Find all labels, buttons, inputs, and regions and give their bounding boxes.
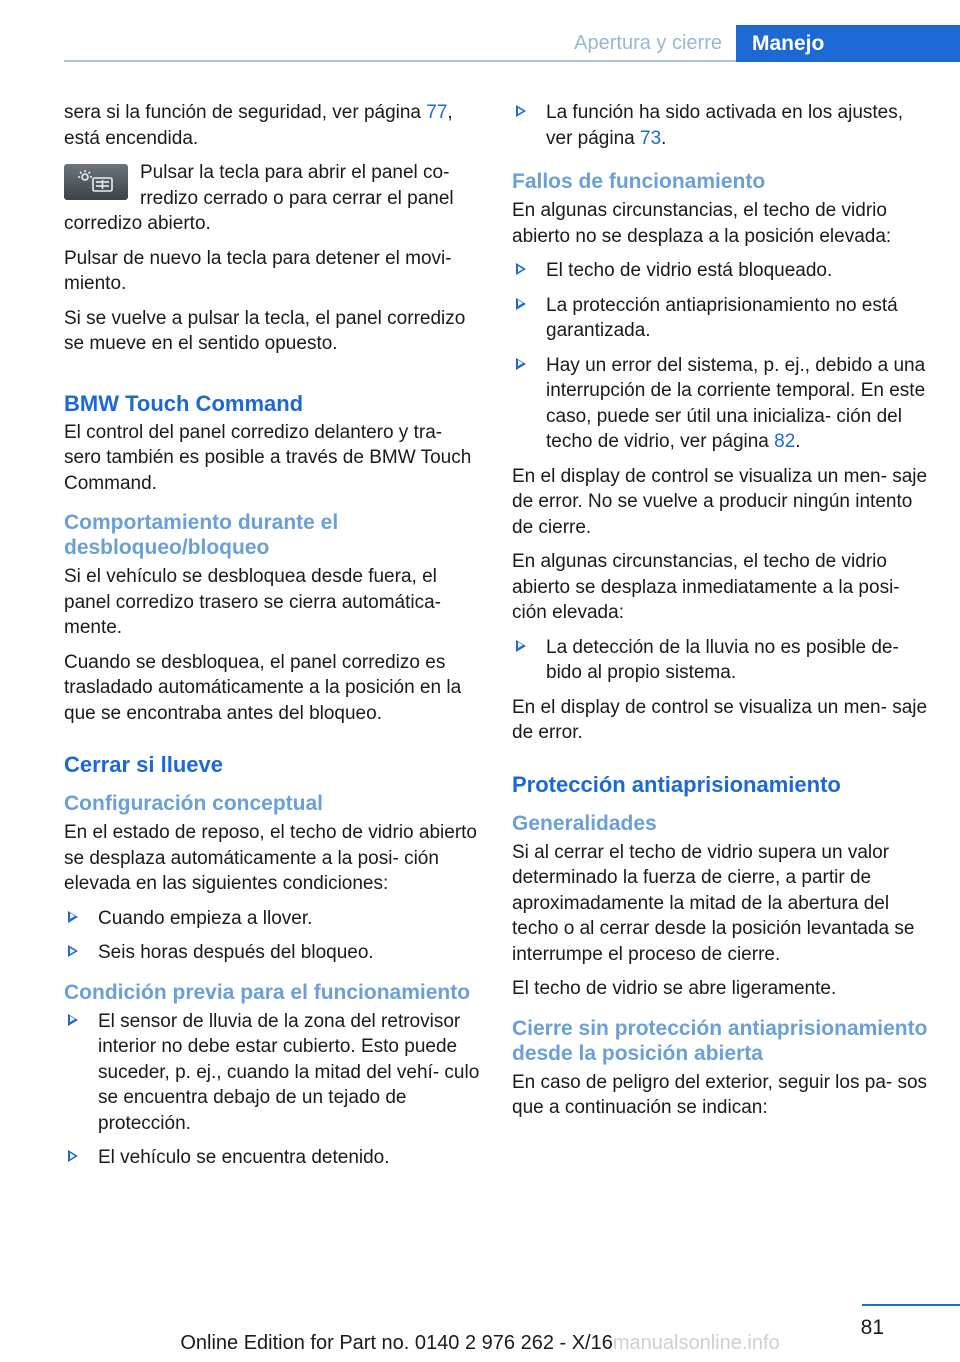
heading-close-without-protection: Cierre sin protección antiaprisionamiento desde la posición abierta — [512, 1016, 928, 1065]
paragraph-concept: En el estado de reposo, el techo de vidrio abierto se desplaza automáticamente a la posi‐ ción elevada en las siguientes condiciones: — [64, 822, 477, 894]
paragraph-general-2: El techo de vidrio se abre ligeramente. — [512, 978, 837, 999]
paragraph-stop: Pulsar de nuevo la tecla para detener el movi‐ miento. — [64, 247, 452, 294]
heading-anti-trap: Protección antiaprisionamiento — [512, 771, 841, 797]
heading-rain-close: Cerrar si llueve — [64, 752, 223, 777]
heading-precondition: Condición previa para el funcionamiento — [64, 980, 471, 1004]
key-text-continued: corredizo abierto. — [64, 213, 211, 234]
footer-rule — [862, 1304, 960, 1306]
triangle-bullet-icon — [68, 945, 78, 957]
triangle-bullet-icon — [516, 640, 526, 652]
key-instruction — [64, 160, 482, 211]
key-text: Pulsar la tecla para abrir el panel co‐ rredizo cerrado o para cerrar el panel — [140, 162, 454, 209]
triangle-bullet-icon — [516, 263, 526, 275]
paragraph-behaviour-2: Cuando se desbloquea, el panel corredizo es trasladado automáticamente a la posición en la que se encontraba antes del bloqueo. — [64, 651, 462, 724]
paragraph-safety: sera si la función de seguridad, ver página 77, está encendida. — [64, 102, 453, 149]
list-concept — [64, 906, 482, 966]
paragraph-display-2: En el display de control se visualiza un men‐ saje de error. — [512, 696, 928, 743]
list-item: La detección de la lluvia no es posible de‐ bido al propio sistema. — [512, 635, 928, 686]
heading-concept: Configuración conceptual — [64, 792, 324, 815]
header-section-title: Apertura y cierre — [574, 32, 722, 54]
paragraph-display-1: En el display de control se visualiza un men‐ saje de error. No se vuelve a producir ningún intento de cierre. — [512, 465, 928, 538]
triangle-bullet-icon — [68, 1014, 78, 1026]
paragraph-general-1: Si al cerrar el techo de vidrio supera un valor determinado la fuerza de cierre, a partir de aproximadamente la mitad de la abertura del techo o al cerrar desde la posición levantada se interrumpe el proceso de cierre. — [512, 841, 915, 965]
triangle-bullet-icon — [516, 358, 526, 370]
list-precondition-continued — [512, 100, 928, 151]
header-chapter-tab: Manejo — [736, 25, 960, 62]
left-column — [64, 100, 482, 1180]
paragraph-reverse: Si se vuelve a pulsar la tecla, el panel corredizo se mueve en el sentido opuesto. — [64, 307, 466, 354]
triangle-bullet-icon — [516, 298, 526, 310]
list-item: El techo de vidrio está bloqueado. — [512, 258, 928, 284]
paragraph-close-without-protection: En caso de peligro del exterior, seguir los pa‐ sos que a continuación se indican: — [512, 1071, 928, 1118]
heading-behaviour: Comportamiento durante el desbloqueo/bloqueo — [64, 511, 339, 559]
paragraph-touch-command: El control del panel corredizo delantero y tra‐ sero también es posible a través de BMW Touch Command. — [64, 421, 472, 494]
heading-touch-command: BMW Touch Command — [64, 390, 304, 416]
page-link-77[interactable]: 77 — [426, 102, 448, 123]
list-item: La protección antiaprisionamiento no está garantizada. — [512, 293, 928, 344]
list-precondition — [64, 1009, 482, 1171]
triangle-bullet-icon — [68, 1150, 78, 1162]
list-item: El sensor de lluvia de la zona del retrovisor interior no debe estar cubierto. Esto puede suceder, p. ej., cuando la mitad del vehí‐ culo se encuentra debajo de un tejado de protección. — [64, 1009, 482, 1137]
page-link-82[interactable]: 82 — [774, 431, 796, 452]
list-item: Seis horas después del bloqueo. — [64, 940, 482, 966]
paragraph-faults-2: En algunas circunstancias, el techo de vidrio abierto se desplaza inmediatamente a la posi‐ ción elevada: — [512, 551, 900, 623]
triangle-bullet-icon — [68, 911, 78, 923]
sunroof-key-icon — [64, 164, 128, 200]
watermark: manualsonline.info — [612, 1332, 780, 1354]
list-item: La función ha sido activada en los ajustes, ver página 73. — [512, 100, 928, 151]
list-item: Hay un error del sistema, p. ej., debido a una interrupción de la corriente temporal. En este caso, puede ser útil una inicializa‐ ción del techo de vidrio, ver página 82. — [512, 353, 928, 455]
paragraph-faults: En algunas circunstancias, el techo de vidrio abierto no se desplaza a la posición elevada: — [512, 200, 892, 247]
right-column — [512, 100, 928, 1130]
list-faults — [512, 258, 928, 455]
paragraph-behaviour-1: Si el vehículo se desbloquea desde fuera, el panel corredizo trasero se cierra automática‐ mente. — [64, 566, 442, 638]
triangle-bullet-icon — [516, 105, 526, 117]
list-item: El vehículo se encuentra detenido. — [64, 1145, 482, 1171]
footer-edition: Online Edition for Part no. 0140 2 976 262 - X/16manualsonline.info — [180, 1332, 780, 1354]
page-number: 81 — [860, 1316, 884, 1339]
list-faults-2 — [512, 635, 928, 686]
page-link-73[interactable]: 73 — [640, 127, 662, 149]
list-item: Cuando empieza a llover. — [64, 906, 482, 932]
heading-general: Generalidades — [512, 811, 657, 835]
heading-faults: Fallos de funcionamiento — [512, 170, 766, 193]
